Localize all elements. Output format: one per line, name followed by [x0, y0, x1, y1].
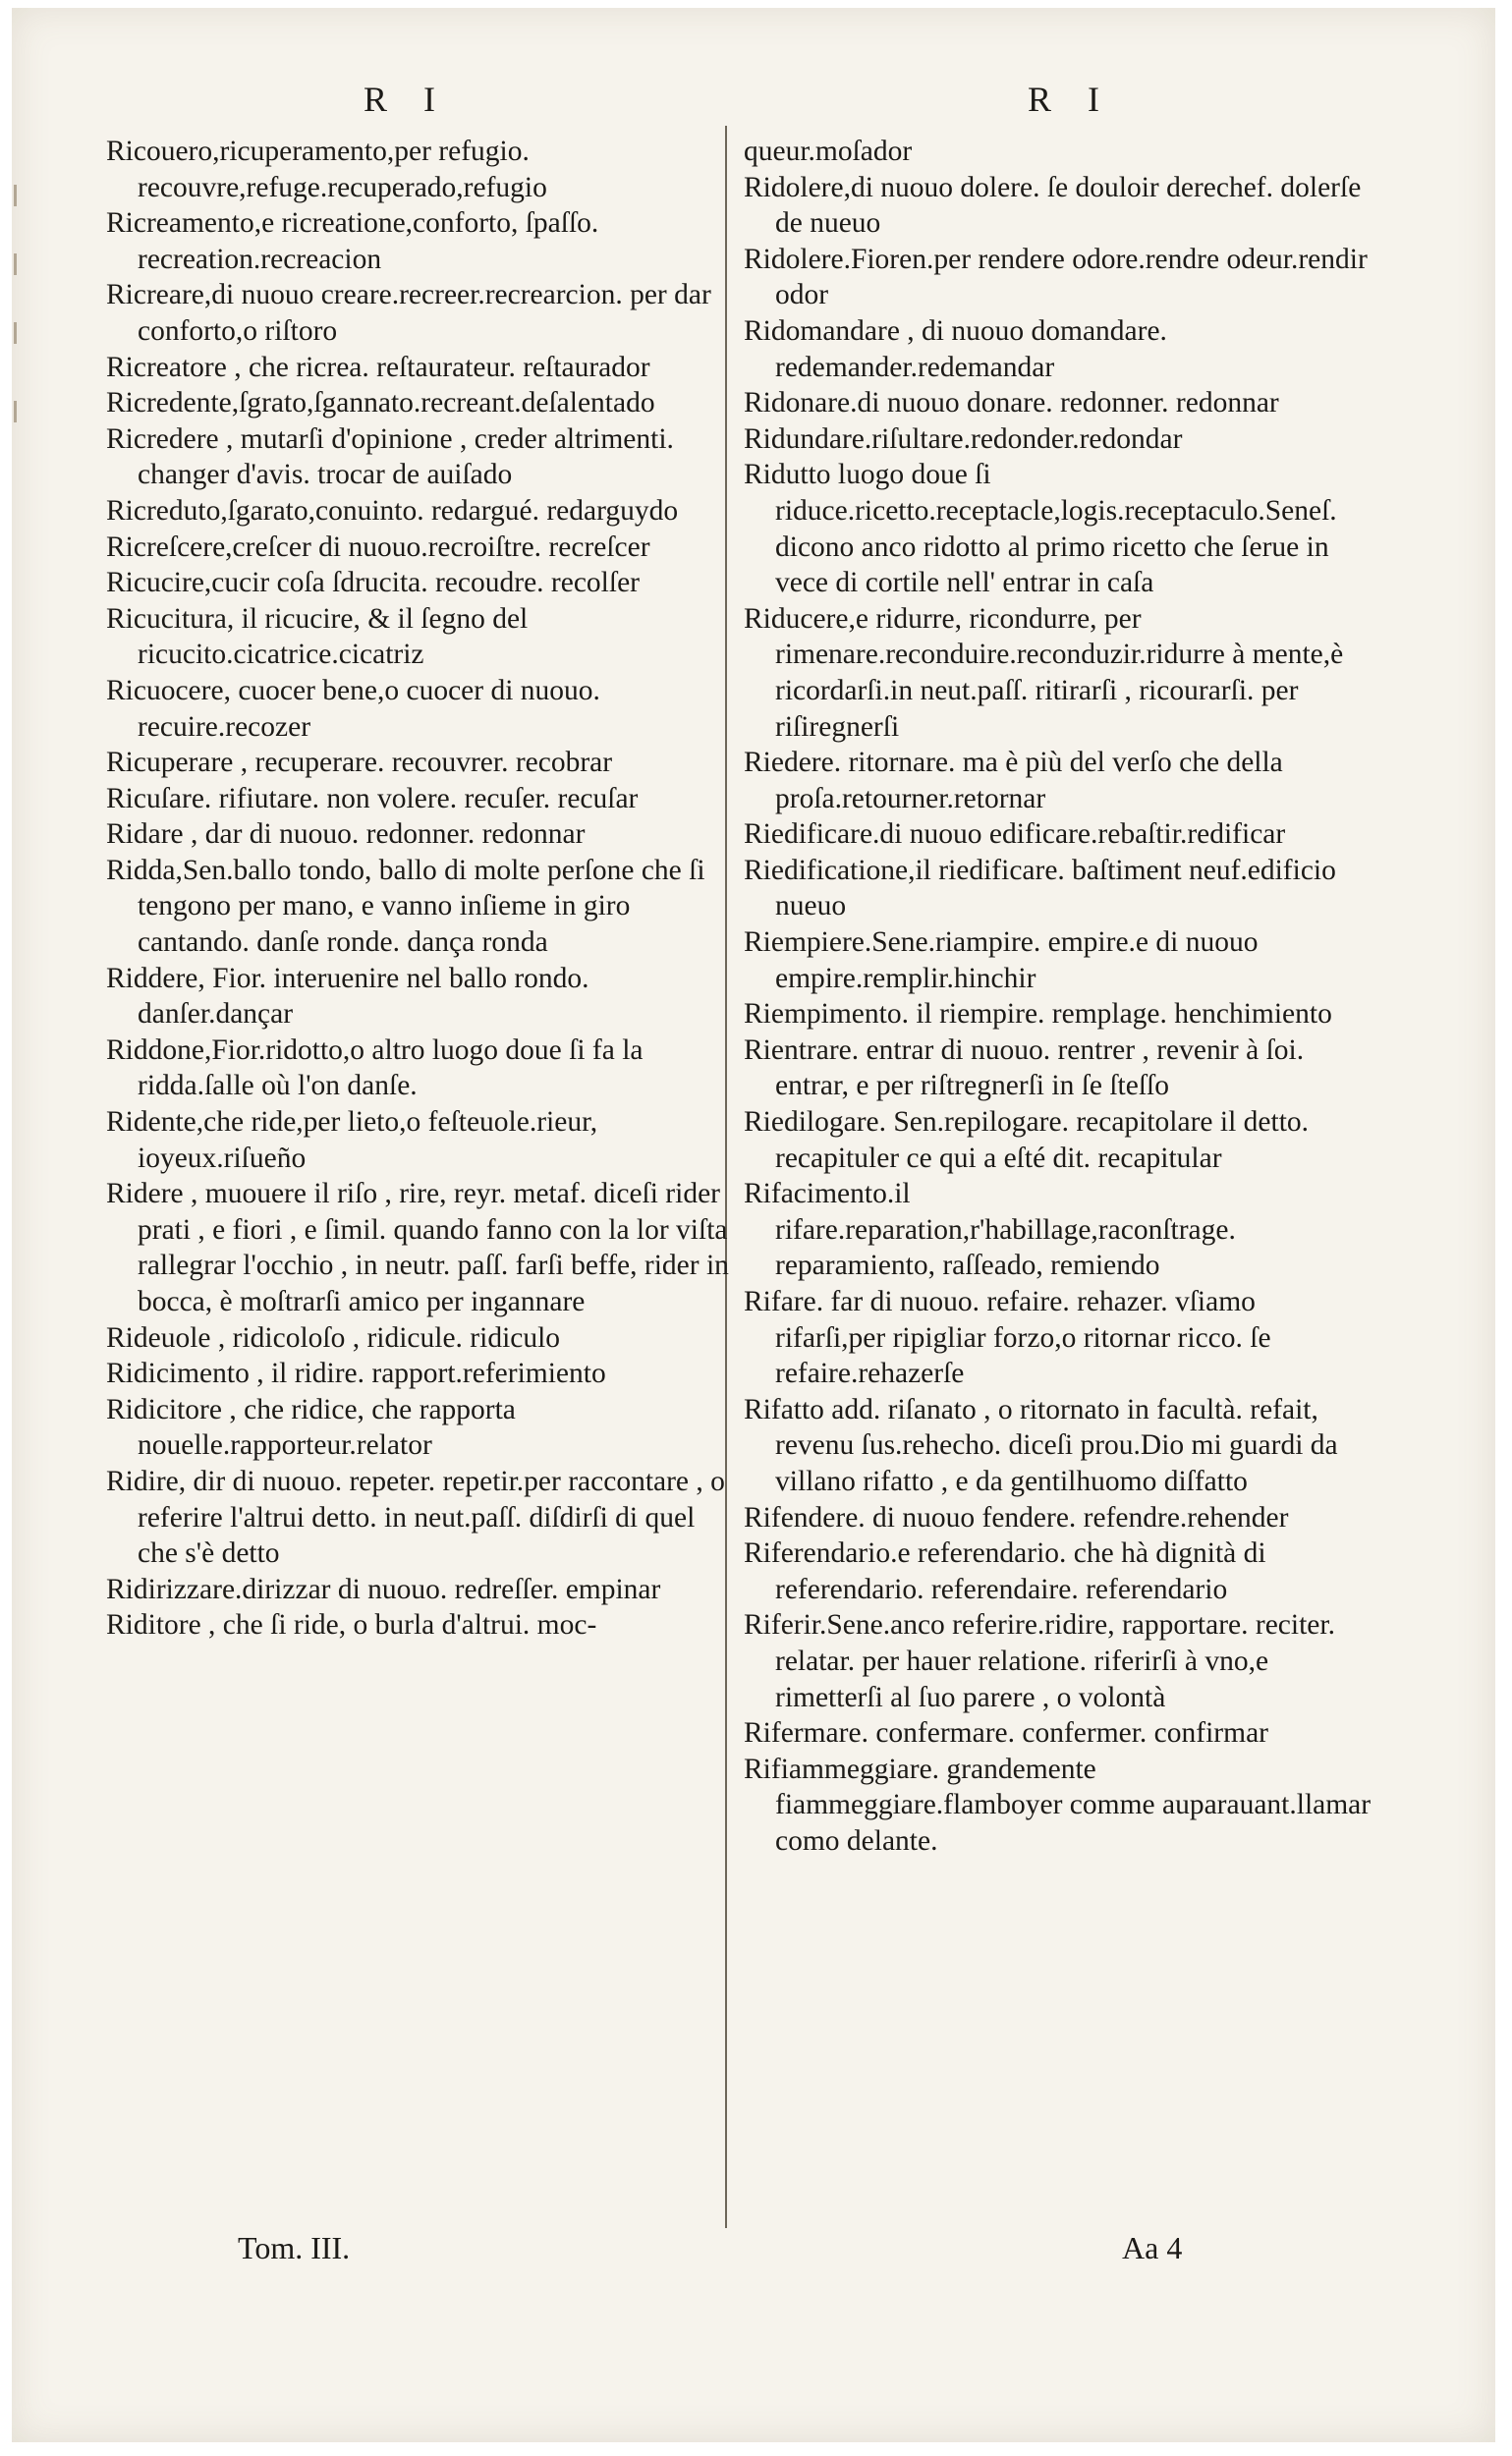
dictionary-entry: Ridolere.Fioren.per rendere odore.rendre odeur.rendir odor	[744, 243, 1368, 311]
dictionary-page	[12, 8, 1495, 2442]
dictionary-entry: Ridundare.riſultare.redonder.redondar	[744, 422, 1183, 455]
dictionary-entry: Riedilogare. Sen.repilogare. recapitolare il detto. recapituler ce qui a eſté dit. recapitular	[744, 1106, 1310, 1174]
dictionary-entry: Rideuole , ridicoloſo , ridicule. ridiculo	[106, 1321, 561, 1354]
dictionary-entry: Riedificare.di nuouo edificare.rebaſtir.redificar	[744, 818, 1286, 851]
margin-mark	[14, 185, 28, 206]
dictionary-entry: Riedificatione,il riedificare. baſtiment neuf.edificio nueuo	[744, 854, 1336, 922]
dictionary-entry: Ricuſare. rifiutare. non volere. recuſer. recuſar	[106, 782, 639, 814]
dictionary-entry: Ricredere , mutarſi d'opinione , creder altrimenti. changer d'avis. trocar de auiſado	[106, 422, 674, 491]
margin-mark	[14, 401, 28, 422]
dictionary-entry: Ridonare.di nuouo donare. redonner. redonnar	[744, 387, 1279, 419]
dictionary-entry: Riddere, Fior. interuenire nel ballo rondo. danſer.dançar	[106, 962, 589, 1031]
dictionary-entry: queur.moſador	[744, 136, 913, 167]
dictionary-entry: Ridolere,di nuouo dolere. ſe douloir derechef. dolerſe de nueuo	[744, 171, 1362, 240]
dictionary-entry: Rientrare. entrar di nuouo. rentrer , revenir à ſoi. entrar, e per riſtregnerſi in ſe ſteſſo	[744, 1033, 1305, 1102]
margin-mark	[14, 322, 28, 344]
dictionary-entry: Riferendario.e referendario. che hà dignità di referendario. referendaire. referendario	[744, 1537, 1266, 1605]
dictionary-entry: Ricreatore , che ricrea. reſtaurateur. reſtaurador	[106, 351, 650, 383]
dictionary-entry: Ricuocere, cuocer bene,o cuocer di nuouo. recuire.recozer	[106, 674, 600, 743]
dictionary-entry: Ricreduto,ſgarato,conuinto. redargué. redarguydo	[106, 494, 679, 527]
dictionary-entry: Ridicitore , che ridice, che rapporta nouelle.rapporteur.relator	[106, 1393, 516, 1462]
dictionary-entry: Rifatto add. riſanato , o ritornato in facultà. refait, revenu ſus.rehecho. diceſi prou.Dio mi guardi da villano rifatto , e da gentilhuomo diſfatto	[744, 1393, 1338, 1497]
dictionary-entry: Ridutto luogo doue ſi riduce.ricetto.receptacle,logis.receptaculo.Seneſ. dicono anco ridotto al primo ricetto che ſerue in vece di cortile nell' entrar in caſa	[744, 459, 1337, 599]
dictionary-entry: Rifiammeggiare. grandemente fiammeggiare.flamboyer comme auparauant.llamar como delante.	[744, 1753, 1372, 1857]
dictionary-entry: Riddone,Fior.ridotto,o altro luogo doue ſi fa la ridda.ſalle où l'on danſe.	[106, 1033, 644, 1102]
dictionary-entry: Ridomandare , di nuouo domandare. redemander.redemandar	[744, 314, 1167, 383]
dictionary-entry: Ricouero,ricuperamento,per refugio. recouvre,refuge.recuperado,refugio	[106, 136, 547, 203]
right-running-head: R I	[1028, 80, 1113, 119]
dictionary-entry: Ridente,che ride,per lieto,o feſteuole.rieur, ioyeux.riſueño	[106, 1106, 598, 1174]
dictionary-entry: Riempimento. il riempire. remplage. henchimiento	[744, 998, 1332, 1031]
dictionary-entry: Ridda,Sen.ballo tondo, ballo di molte perſone che ſi tengono per mano, e vanno inſieme in giro cantando. danſe ronde. dança ronda	[106, 854, 705, 959]
dictionary-entry: Riedere. ritornare. ma è più del verſo che della proſa.retourner.retornar	[744, 747, 1283, 814]
margin-mark	[14, 253, 28, 275]
dictionary-entry: Riditore , che ſi ride, o burla d'altrui. moc-	[106, 1609, 597, 1642]
dictionary-entry: Ricreare,di nuouo creare.recreer.recrearcion. per dar conforto,o riſtoro	[106, 279, 711, 347]
dictionary-entry: Ricreamento,e ricreatione,conforto, ſpaſſo. recreation.recreacion	[106, 207, 599, 275]
dictionary-entry: Ridere , muouere il riſo , rire, reyr. metaf. diceſi rider prati , e fiori , e ſimil. quando fanno con la lor viſta rallegrar l'occhio , in neutr. paſſ. farſi beffe, rider in bocca, è moſtrarſi amico per ingannare	[106, 1178, 729, 1317]
dictionary-entry: Ricucitura, il ricucire, & il ſegno del ricucito.cicatrice.cicatriz	[106, 602, 529, 671]
gathering-signature: Aa 4	[1122, 2230, 1183, 2265]
dictionary-entry: Riempiere.Sene.riampire. empire.e di nuouo empire.remplir.hinchir	[744, 926, 1259, 994]
dictionary-entry: Ricucire,cucir coſa ſdrucita. recoudre. recolſer	[106, 567, 640, 599]
dictionary-entry: Ridire, dir di nuouo. repeter. repetir.per raccontare , o referire l'altrui detto. in neut.paſſ. diſdirſi di quel che s'è detto	[106, 1465, 725, 1570]
volume-signature: Tom. III.	[238, 2230, 351, 2265]
dictionary-entry: Rifermare. confermare. confermer. confirmar	[744, 1717, 1268, 1750]
dictionary-entry: Riducere,e ridurre, ricondurre, per rimenare.reconduire.reconduzir.ridurre à mente,è ricordarſi.in neut.paſſ. ritirarſi , ricourarſi. per riſiregnerſi	[744, 602, 1344, 743]
dictionary-entry: Rifendere. di nuouo fendere. refendre.rehender	[744, 1501, 1289, 1534]
dictionary-entry: Ricredente,ſgrato,ſgannato.recreant.deſalentado	[106, 387, 655, 419]
right-column	[744, 134, 1372, 1860]
dictionary-entry: Rifare. far di nuouo. refaire. rehazer. vſiamo rifarſi,per ripigliar forzo,o ritornar ricco. ſe refaire.rehazerſe	[744, 1286, 1271, 1390]
dictionary-entry: Ridirizzare.dirizzar di nuouo. redreſſer. empinar	[106, 1573, 661, 1605]
dictionary-entry: Riferir.Sene.anco referire.ridire, rapportare. reciter. relatar. per hauer relatione. riferirſi à vno,e rimetterſi al ſuo parere , o volontà	[744, 1609, 1335, 1713]
dictionary-entry: Ridicimento , il ridire. rapport.referimiento	[106, 1358, 606, 1390]
left-column	[106, 134, 735, 1644]
dictionary-entry: Ricuperare , recuperare. recouvrer. recobrar	[106, 747, 613, 779]
dictionary-entry: Rifacimento.il rifare.reparation,r'habillage,raconſtrage. reparamiento, raſſeado, remiendo	[744, 1178, 1236, 1282]
dictionary-entry: Ricreſcere,creſcer di nuouo.recroiſtre. recreſcer	[106, 530, 650, 563]
dictionary-entry: Ridare , dar di nuouo. redonner. redonnar	[106, 818, 586, 851]
left-running-head: R I	[364, 80, 449, 119]
